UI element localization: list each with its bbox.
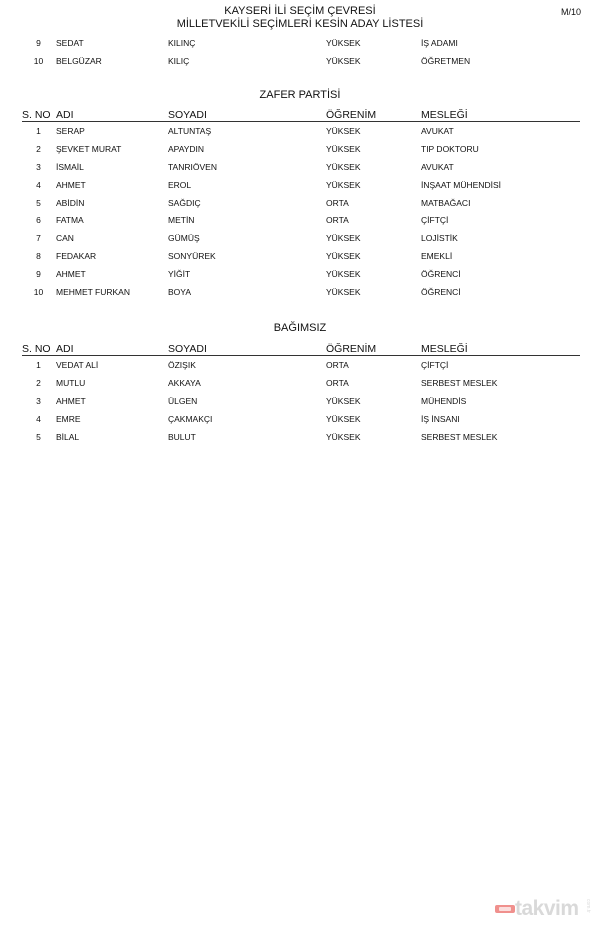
row-number: 5 bbox=[36, 197, 41, 208]
row-number: 8 bbox=[36, 251, 41, 262]
candidate-surname: SAĞDIÇ bbox=[168, 197, 201, 208]
candidate-education: YÜKSEK bbox=[326, 55, 361, 66]
row-number: 4 bbox=[36, 413, 41, 424]
candidate-education: YÜKSEK bbox=[326, 161, 361, 172]
candidate-name: FATMA bbox=[56, 215, 84, 226]
table-row bbox=[22, 283, 580, 301]
candidate-education: YÜKSEK bbox=[326, 286, 361, 297]
zafer-partisi-table bbox=[22, 106, 580, 301]
table-row bbox=[22, 374, 580, 392]
candidate-name: AHMET bbox=[56, 395, 86, 406]
column-header-education: ÖĞRENİM bbox=[325, 106, 420, 122]
table-row bbox=[22, 265, 580, 283]
candidate-surname: KILIÇ bbox=[168, 55, 190, 66]
candidate-education: YÜKSEK bbox=[326, 37, 361, 48]
column-header-occupation: MESLEĞİ bbox=[420, 340, 580, 356]
table-row bbox=[22, 194, 580, 212]
candidate-education: YÜKSEK bbox=[326, 431, 361, 442]
row-number: 3 bbox=[36, 161, 41, 172]
column-header-name: ADI bbox=[55, 106, 167, 122]
candidate-education: YÜKSEK bbox=[326, 251, 361, 262]
section-title-bagimsiz: BAĞIMSIZ bbox=[273, 322, 327, 334]
table-row bbox=[22, 52, 580, 70]
column-header-surname: SOYADI bbox=[167, 106, 325, 122]
column-header-surname: SOYADI bbox=[167, 340, 325, 356]
candidate-surname: ÇAKMAKÇI bbox=[168, 413, 213, 424]
candidate-surname: BULUT bbox=[168, 431, 196, 442]
bagimsiz-table bbox=[22, 340, 580, 445]
candidate-name: İSMAİL bbox=[56, 161, 84, 172]
candidate-name: VEDAT ALİ bbox=[56, 359, 99, 370]
candidate-occupation: MATBAĞACI bbox=[421, 197, 471, 208]
table-row bbox=[22, 34, 580, 52]
takvim-logo-mark-icon bbox=[495, 902, 515, 916]
candidate-name: BELGÜZAR bbox=[56, 55, 102, 66]
candidate-occupation: ÇİFTÇİ bbox=[421, 359, 449, 370]
candidate-occupation: ÖĞRETMEN bbox=[421, 55, 471, 66]
table-row bbox=[22, 158, 580, 176]
column-header-name: ADI bbox=[55, 340, 167, 356]
candidate-name: EMRE bbox=[56, 413, 81, 424]
document-title-line-1: KAYSERİ İLİ SEÇİM ÇEVRESİ bbox=[224, 5, 376, 17]
candidate-name: SEDAT bbox=[56, 37, 84, 48]
table-header-row bbox=[22, 340, 580, 356]
table-row bbox=[22, 410, 580, 428]
column-header-occupation: MESLEĞİ bbox=[420, 106, 580, 122]
candidate-education: ORTA bbox=[326, 359, 349, 370]
row-number: 5 bbox=[36, 431, 41, 442]
candidate-occupation: AVUKAT bbox=[421, 161, 454, 172]
candidate-occupation: ÇİFTÇİ bbox=[421, 215, 449, 226]
candidate-occupation: SERBEST MESLEK bbox=[421, 431, 498, 442]
candidate-surname: KILINÇ bbox=[168, 37, 196, 48]
table-row bbox=[22, 392, 580, 410]
section-title-zafer-partisi: ZAFER PARTİSİ bbox=[259, 89, 341, 101]
document-title-line-2: MİLLETVEKİLİ SEÇİMLERİ KESİN ADAY LİSTESİ bbox=[176, 18, 424, 30]
row-number: 4 bbox=[36, 179, 41, 190]
candidate-occupation: İŞ ADAMI bbox=[421, 37, 458, 48]
row-number: 6 bbox=[36, 215, 41, 226]
candidate-occupation: TIP DOKTORU bbox=[421, 143, 479, 154]
table-row bbox=[22, 229, 580, 247]
candidate-surname: ÖZIŞIK bbox=[168, 359, 196, 370]
candidate-education: ORTA bbox=[326, 197, 349, 208]
candidate-education: ORTA bbox=[326, 215, 349, 226]
table-row bbox=[22, 211, 580, 229]
candidate-name: ŞEVKET MURAT bbox=[56, 143, 122, 154]
candidate-occupation: ÖĞRENCİ bbox=[421, 269, 461, 280]
row-number: 3 bbox=[36, 395, 41, 406]
candidate-surname: ÜLGEN bbox=[168, 395, 198, 406]
candidate-occupation: EMEKLİ bbox=[421, 251, 453, 262]
row-number: 2 bbox=[36, 377, 41, 388]
candidate-surname: METİN bbox=[168, 215, 195, 226]
candidate-name: CAN bbox=[56, 233, 74, 244]
candidate-education: YÜKSEK bbox=[326, 395, 361, 406]
row-number: 9 bbox=[36, 37, 41, 48]
row-number: 10 bbox=[33, 55, 44, 66]
candidate-education: YÜKSEK bbox=[326, 413, 361, 424]
page-number: M/10 bbox=[560, 7, 581, 17]
candidate-surname: AKKAYA bbox=[168, 377, 201, 388]
candidate-occupation: LOJİSTİK bbox=[421, 233, 458, 244]
column-header-no: S. NO bbox=[22, 340, 55, 356]
candidate-occupation: MÜHENDİS bbox=[421, 395, 467, 406]
takvim-logo-domain: com.tr bbox=[585, 899, 591, 913]
candidate-education: YÜKSEK bbox=[326, 269, 361, 280]
candidate-occupation: SERBEST MESLEK bbox=[421, 377, 498, 388]
candidate-education: YÜKSEK bbox=[326, 143, 361, 154]
candidate-occupation: İNŞAAT MÜHENDİSİ bbox=[421, 179, 501, 190]
table-row bbox=[22, 428, 580, 446]
row-number: 1 bbox=[36, 359, 41, 370]
row-number: 1 bbox=[36, 125, 41, 136]
table-row bbox=[22, 247, 580, 265]
candidate-education: ORTA bbox=[326, 377, 349, 388]
column-header-education: ÖĞRENİM bbox=[325, 340, 420, 356]
candidate-education: YÜKSEK bbox=[326, 125, 361, 136]
row-number: 7 bbox=[36, 233, 41, 244]
candidate-surname: SONYÜREK bbox=[168, 251, 216, 262]
table-row bbox=[22, 356, 580, 374]
candidate-surname: APAYDIN bbox=[168, 143, 205, 154]
column-header-no: S. NO bbox=[22, 106, 55, 122]
candidate-occupation: ÖĞRENCİ bbox=[421, 286, 461, 297]
candidate-occupation: İŞ İNSANI bbox=[421, 413, 460, 424]
candidate-name: SERAP bbox=[56, 125, 85, 136]
candidate-name: AHMET bbox=[56, 269, 86, 280]
takvim-logo-text: takvim bbox=[515, 897, 579, 920]
candidate-education: YÜKSEK bbox=[326, 179, 361, 190]
table-header-row bbox=[22, 106, 580, 122]
table-row bbox=[22, 140, 580, 158]
table-row bbox=[22, 122, 580, 140]
candidate-surname: BOYA bbox=[168, 286, 191, 297]
candidate-surname: GÜMÜŞ bbox=[168, 233, 200, 244]
candidate-surname: ALTUNTAŞ bbox=[168, 125, 212, 136]
candidate-surname: YİĞİT bbox=[168, 269, 191, 280]
table-row bbox=[22, 176, 580, 194]
candidate-surname: TANRIÖVEN bbox=[168, 161, 217, 172]
candidate-name: MUTLU bbox=[56, 377, 86, 388]
candidate-name: ABİDİN bbox=[56, 197, 85, 208]
row-number: 2 bbox=[36, 143, 41, 154]
candidate-name: MEHMET FURKAN bbox=[56, 286, 130, 297]
candidate-name: FEDAKAR bbox=[56, 251, 97, 262]
candidate-surname: EROL bbox=[168, 179, 192, 190]
candidate-name: AHMET bbox=[56, 179, 86, 190]
candidate-occupation: AVUKAT bbox=[421, 125, 454, 136]
candidate-education: YÜKSEK bbox=[326, 233, 361, 244]
candidate-name: BİLAL bbox=[56, 431, 80, 442]
continued-candidate-table bbox=[22, 34, 580, 70]
takvim-watermark-logo bbox=[495, 897, 595, 923]
row-number: 9 bbox=[36, 269, 41, 280]
row-number: 10 bbox=[33, 286, 44, 297]
